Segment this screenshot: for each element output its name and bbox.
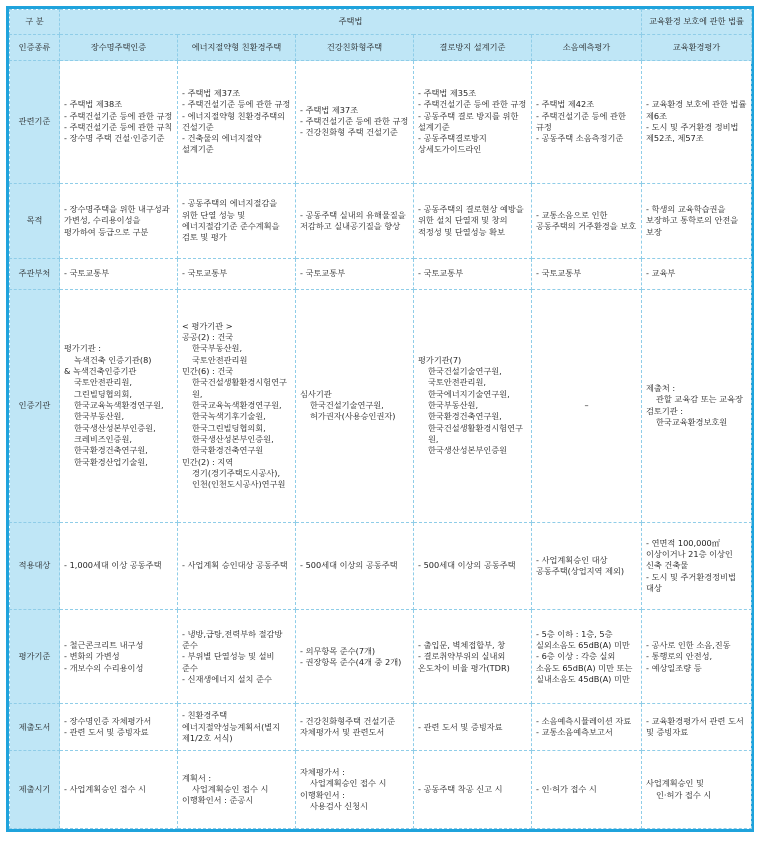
list-item: - 국토교통부	[418, 268, 527, 279]
list-item: - 출입문, 벽체접합부, 창	[418, 640, 527, 651]
list-item: 국토안전관리원,	[428, 377, 486, 388]
list-item: - 신재생에너지 설치 준수	[182, 674, 291, 685]
list-item: - 공동주택 착공 신고 시	[418, 784, 527, 795]
list-item: - 500세대 이상의 공동주택	[418, 560, 527, 571]
list-item: - 관련 도서 및 증빙자료	[64, 727, 173, 738]
list-item: - 교통소음예측보고서	[536, 727, 637, 738]
list-item: - 주택법 제37조	[182, 88, 291, 99]
table-cell	[178, 61, 296, 184]
table-cell	[642, 610, 752, 704]
list-item: - 공동주택 소음측정기준	[536, 133, 637, 144]
row-target	[10, 522, 752, 610]
housing-act-header: 주택법	[60, 10, 642, 35]
list-item: - 인·허가 접수 시	[536, 784, 637, 795]
table-cell	[642, 183, 752, 259]
list-item: - 주택건설기준 등에 관한 규칙	[64, 122, 173, 133]
table-cell	[642, 522, 752, 610]
column-header: 장수명주택인증	[60, 34, 178, 61]
list-item: 한국에너지기술연구원,	[428, 388, 510, 399]
table-cell	[532, 751, 642, 829]
list-item: - 국토교통부	[536, 268, 637, 279]
list-item: - 주택법 제37조	[300, 105, 409, 116]
table-cell	[60, 704, 178, 751]
table-cell	[296, 289, 414, 522]
table-cell	[60, 183, 178, 259]
list-item: 한국교육녹색환경연구원,	[74, 400, 164, 411]
table-cell	[414, 610, 532, 704]
list-item: - 국토교통부	[300, 268, 409, 279]
cert-type-label: 인증종류	[10, 34, 60, 61]
list-item: - 학생의 교육학습권을 보장하고 통학로의 안전을 보장	[646, 204, 747, 238]
row-label: 주관부처	[10, 259, 60, 290]
list-item: - 500세대 이상의 공동주택	[300, 560, 409, 571]
edu-act-header: 교육환경 보호에 관한 법률	[642, 10, 752, 35]
list-item: - 교육환경평가서 관련 도서 및 증빙자료	[646, 716, 747, 739]
list-item: - 사업계획승인 대상 공동주택(상업지역 제외)	[536, 555, 637, 578]
table-cell	[178, 704, 296, 751]
table-cell	[178, 751, 296, 829]
table-cell	[414, 259, 532, 290]
list-item: 한국녹색기후기술원,	[192, 411, 266, 422]
row-cert-body	[10, 289, 752, 522]
list-item: 인천(인천도시공사)연구원	[192, 479, 286, 490]
list-item: - 사업계획승인 접수 시	[64, 784, 173, 795]
row-label: 제출도서	[10, 704, 60, 751]
row-timing	[10, 751, 752, 829]
list-item: - 통행로의 안전성,	[646, 651, 747, 662]
list-item: 경기(경기주택도시공사),	[192, 467, 281, 478]
list-item: - 장수명인증 자체평가서	[64, 716, 173, 727]
row-standards	[10, 61, 752, 184]
list-item: 공공(2) : 건국	[182, 332, 234, 343]
table-cell	[60, 289, 178, 522]
list-item: & 녹색건축인증기관	[64, 366, 137, 377]
table-cell	[178, 259, 296, 290]
list-item: 사용검사 신청시	[310, 800, 368, 811]
list-item: - 공동주택의 에너지절감을 위한 단열 성능 및 에너지절감기준 준수계획을 검토 및 평가	[182, 198, 291, 243]
list-item: - 주택건설기준 등에 관한 규정	[64, 111, 173, 122]
list-item: - 공동주택결로방지 상세도가이드라인	[418, 133, 527, 156]
list-item: - 부위별 단열성능 및 설비 준수	[182, 651, 291, 674]
table-cell	[296, 751, 414, 829]
table-cell	[296, 183, 414, 259]
list-item: 한국환경건축연구원,	[74, 445, 148, 456]
list-item: - 친환경주택 에너지절약성능계획서(별지 제1/2호 서식)	[182, 710, 291, 744]
list-item: - 소음예측시뮬레이션 자료	[536, 716, 637, 727]
list-item: 한국부동산원,	[74, 411, 125, 422]
list-item: 사업계획승인 접수 시	[310, 778, 387, 789]
list-item: - 주택건설기준 등에 관한 규정	[418, 99, 527, 110]
empty-dash: –	[532, 289, 642, 522]
table-cell	[642, 704, 752, 751]
list-item: - 주택건설기준 등에 관한 규정	[182, 99, 291, 110]
list-item: 허가권자(사용승인권자)	[310, 411, 396, 422]
table-cell	[60, 751, 178, 829]
list-item: 한국건설생활환경시험연구원,	[192, 377, 287, 399]
list-item: - 예상일조량 등	[646, 663, 747, 674]
table-cell	[532, 522, 642, 610]
list-item: 한국환경산업기술원,	[74, 456, 148, 467]
list-item: - 도시 및 주거환경정비법 대상	[646, 572, 747, 595]
list-item: 사업계획승인 및	[646, 778, 704, 789]
list-item: < 평가기관 >	[182, 320, 233, 331]
column-header: 에너지절약형 친환경주택	[178, 34, 296, 61]
list-item: - 공동주택 결로 방지를 위한 설계기준	[418, 111, 527, 134]
row-label: 관련기준	[10, 61, 60, 184]
list-item: - 변화의 가변성	[64, 651, 173, 662]
list-item: - 결로취약부위의 실내외 온도차이 비율 평가(TDR)	[418, 651, 527, 674]
list-item: - 공동주택 실내의 유해물질을 저감하고 실내공기질을 향상	[300, 210, 409, 233]
comparison-table-frame	[6, 6, 754, 832]
list-item: - 공동주택의 결로현상 예방을 위한 설치 단열재 및 창의 적정성 및 단열성능 확보	[418, 204, 527, 238]
list-item: - 6층 이상 : 각층 실외 소음도 65dB(A) 미만 또는 실내소음도 45dB(A) 미만	[536, 651, 637, 685]
list-item: - 장수명 주택 건설·인증기준	[64, 133, 173, 144]
row-criteria	[10, 610, 752, 704]
list-item: 한국생산성본부인증원	[428, 445, 508, 456]
table-cell	[178, 522, 296, 610]
list-item: 한국교육녹색환경연구원,	[192, 400, 282, 411]
list-item: - 1,000세대 이상 공동주택	[64, 560, 173, 571]
column-header: 소음예측평가	[532, 34, 642, 61]
header-row-1	[10, 10, 752, 35]
list-item: - 에너지절약형 친환경주택의 건설기준	[182, 111, 291, 134]
list-item: 그린빌딩협의회,	[74, 388, 132, 399]
certification-comparison-table	[9, 9, 752, 829]
list-item: 자체평가서 :	[300, 767, 345, 778]
list-item: - 의무항목 준수(7개)	[300, 646, 409, 657]
header-row-2	[10, 34, 752, 61]
table-cell	[60, 610, 178, 704]
row-label: 제출시기	[10, 751, 60, 829]
row-purpose	[10, 183, 752, 259]
list-item: 한국교육환경보호원	[656, 416, 728, 427]
list-item: - 관련 도서 및 증빙자료	[418, 722, 527, 733]
list-item: 한국환경건축연구원	[192, 445, 264, 456]
column-header: 결로방지 설계기준	[414, 34, 532, 61]
table-cell	[296, 610, 414, 704]
list-item: 한국건설기술연구원,	[428, 366, 502, 377]
list-item: - 건강친화형주택 건설기준 자체평가서 및 관련도서	[300, 716, 409, 739]
list-item: 이행확인서 : 준공시	[182, 795, 254, 806]
list-item: 민간(2) : 지역	[182, 456, 234, 467]
list-item: - 공사로 인한 소음,진동	[646, 640, 747, 651]
list-item: - 냉방,급탕,전력부하 절감방 준수	[182, 629, 291, 652]
table-cell	[414, 751, 532, 829]
row-label: 평가기준	[10, 610, 60, 704]
table-cell	[532, 704, 642, 751]
table-cell	[296, 61, 414, 184]
list-item: - 건강친화형 주택 건설기준	[300, 127, 409, 138]
table-cell	[296, 522, 414, 610]
list-item: - 주택법 제42조	[536, 99, 637, 110]
table-cell	[532, 610, 642, 704]
table-cell	[414, 289, 532, 522]
table-cell	[414, 522, 532, 610]
table-cell	[60, 61, 178, 184]
list-item: 검토기관 :	[646, 405, 683, 416]
list-item: - 주택건설기준 등에 관한 규정	[300, 116, 409, 127]
list-item: - 권장항목 준수(4개 중 2개)	[300, 657, 409, 668]
column-header: 건강친화형주택	[296, 34, 414, 61]
list-item: - 국토교통부	[182, 268, 291, 279]
table-cell	[178, 183, 296, 259]
list-item: - 주택법 제38조	[64, 99, 173, 110]
list-item: - 주택건설기준 등에 관한 규정	[536, 111, 637, 134]
list-item: 관할 교육감 또는 교육장	[656, 394, 743, 405]
list-item: - 국토교통부	[64, 268, 173, 279]
table-cell	[532, 183, 642, 259]
list-item: 녹색건축 인증기관(8)	[74, 354, 152, 365]
table-cell	[642, 61, 752, 184]
list-item: - 교육환경 보호에 관한 법률 제6조	[646, 99, 747, 122]
table-cell	[178, 610, 296, 704]
list-item: 민간(6) : 건국	[182, 366, 234, 377]
table-cell	[642, 289, 752, 522]
list-item: 계획서 :	[182, 772, 212, 783]
list-item: - 철근콘크리트 내구성	[64, 640, 173, 651]
table-cell	[60, 259, 178, 290]
list-item: 한국부동산원,	[192, 343, 243, 354]
list-item: 한국생산성본부인증원,	[192, 433, 274, 444]
list-item: - 5층 이하 : 1층, 5층 실외소음도 65dB(A) 미만	[536, 629, 637, 652]
table-cell	[178, 289, 296, 522]
list-item: - 연면적 100,000㎡ 이상이거나 21층 이상인 신축 건축물	[646, 538, 747, 572]
list-item: - 주택법 제35조	[418, 88, 527, 99]
list-item: 평가기관 :	[64, 343, 101, 354]
table-cell	[414, 183, 532, 259]
list-item: 사업계획승인 접수 시	[192, 784, 269, 794]
list-item: 심사기관	[300, 388, 332, 399]
row-documents	[10, 704, 752, 751]
row-label: 목적	[10, 183, 60, 259]
table-cell	[532, 259, 642, 290]
column-header: 교육환경평가	[642, 34, 752, 61]
list-item: 한국생산성본부인증원,	[74, 422, 156, 433]
table-cell	[414, 704, 532, 751]
list-item: 한국건설기술연구원,	[310, 400, 384, 411]
list-item: - 건축물의 에너지절약 설계기준	[182, 133, 291, 156]
table-cell	[296, 259, 414, 290]
list-item: - 교육부	[646, 268, 747, 279]
list-item: 평가기관(7)	[418, 354, 462, 365]
table-cell	[60, 522, 178, 610]
list-item: 한국부동산원,	[428, 400, 479, 411]
table-cell	[414, 61, 532, 184]
list-item: - 개보수의 수리용이성	[64, 663, 173, 674]
list-item: - 사업계획 승인대상 공동주택	[182, 560, 291, 571]
list-item: - 장수명주택을 위한 내구성과 가변성, 수리용이성을 평가하여 등급으로 구분	[64, 204, 173, 238]
table-cell	[642, 751, 752, 829]
list-item: 이행확인서 :	[300, 789, 345, 800]
row-label: 적용대상	[10, 522, 60, 610]
table-cell	[532, 61, 642, 184]
list-item: 한국환경건축연구원,	[428, 411, 502, 422]
table-cell	[642, 259, 752, 290]
list-item: - 도시 및 주거환경 정비법 제52조, 제57조	[646, 122, 747, 145]
list-item: 크레비즈인증원,	[74, 433, 132, 444]
list-item: 국토안전관리원	[192, 354, 248, 365]
list-item: - 교통소음으로 인한 공동주택의 거주환경을 보호	[536, 210, 637, 233]
list-item: 한국그린빌딩협의회,	[192, 422, 266, 433]
list-item: 인·허가 접수 시	[656, 789, 712, 800]
row-label: 인증기관	[10, 289, 60, 522]
table-cell	[296, 704, 414, 751]
section-label: 구 분	[10, 10, 60, 35]
list-item: 제출처 :	[646, 383, 676, 394]
list-item: 국토안전관리원,	[74, 377, 132, 388]
row-ministry	[10, 259, 752, 290]
list-item: 한국건설생활환경시험연구원,	[428, 422, 523, 444]
